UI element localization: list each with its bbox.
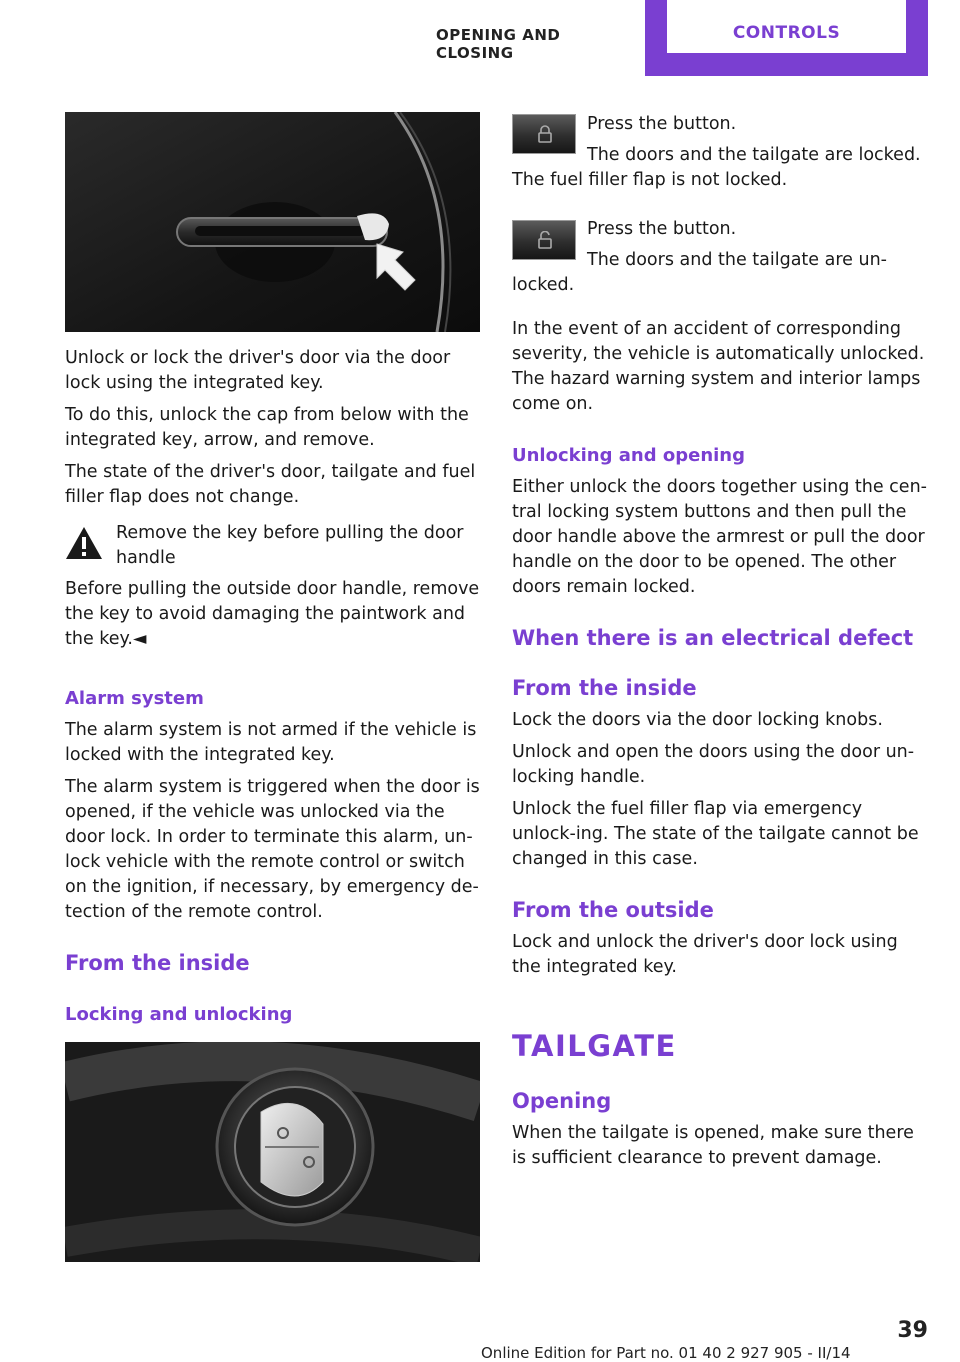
page-number: 39 [897, 1318, 928, 1343]
unlock-result-text: The doors and the tailgate are un‐ [587, 250, 887, 270]
paragraph: Either unlock the doors together using the cen‐tral locking system buttons and then pull the door handle above the armrest or pull the door handle on the door to be opened. The other doors remain locked. [512, 477, 927, 597]
chapter-tab [645, 0, 928, 76]
section-heading: Opening [512, 1089, 612, 1113]
warning-triangle-icon [65, 526, 103, 564]
edition-footer: Online Edition for Part no. 01 40 2 927 905 - II/14 [481, 1344, 851, 1362]
accident-paragraph: In the event of an accident of corresponding severity, the vehicle is automatically unlocked. The hazard warning system and interior lamps come on. [512, 319, 925, 414]
unlock-result-end: locked. [512, 275, 575, 295]
lock-icon [537, 125, 553, 143]
unlock-button-image [512, 220, 576, 260]
door-lock-knob-photo [65, 1042, 480, 1262]
section-heading: Locking and unlocking [65, 1004, 293, 1025]
running-header-section: OPENING AND CLOSING [436, 26, 561, 62]
paragraph: Unlock and open the doors using the door un‐locking handle. [512, 742, 915, 787]
paragraph: The alarm system is not armed if the vehicle is locked with the integrated key. [65, 720, 477, 765]
lock-button-image [512, 114, 576, 154]
section-heading: Alarm system [65, 688, 204, 709]
paragraph: Unlock or lock the driver's door via the door lock using the integrated key. [65, 348, 451, 393]
section-heading: When there is an electrical defect [512, 626, 914, 650]
warning-title: Remove the key before pulling the door handle [116, 523, 464, 568]
chapter-tab-label: CONTROLS [667, 0, 906, 53]
paragraph: Unlock the fuel filler flap via emergency unlock‐ing. The state of the tailgate cannot be changed in this case. [512, 799, 919, 869]
door-handle-photo [65, 112, 480, 332]
section-heading: Unlocking and opening [512, 445, 745, 466]
unlock-icon [537, 231, 553, 249]
paragraph: Lock the doors via the door locking knobs. [512, 710, 883, 730]
lock-result-text: The doors and the tailgate are locked. [587, 145, 921, 165]
warning-body: Before pulling the outside door handle, remove the key to avoid damaging the paintwork and the key.◄ [65, 579, 480, 649]
paragraph: To do this, unlock the cap from below with the integrated key, arrow, and remove. [65, 405, 469, 450]
paragraph: When the tailgate is opened, make sure there is sufficient clearance to prevent damage. [512, 1123, 914, 1168]
section-heading: From the inside [512, 676, 697, 700]
unlock-press-text: Press the button. [587, 219, 737, 239]
chapter-heading: TAILGATE [512, 1029, 677, 1063]
lock-press-text: Press the button. [587, 114, 737, 134]
paragraph: The state of the driver's door, tailgate and fuel filler flap does not change. [65, 462, 476, 507]
paragraph: Lock and unlock the driver's door lock using the integrated key. [512, 932, 898, 977]
paragraph: The alarm system is triggered when the door is opened, if the vehicle was unlocked via the door lock. In order to terminate this alarm, un‐lock vehicle with the remote control or switch on the ignition, if necessary, by emergency de‐tection of the remote control. [65, 777, 480, 922]
section-heading: From the outside [512, 898, 714, 922]
lock-note-text: The fuel filler flap is not locked. [512, 170, 788, 190]
section-heading: From the inside [65, 951, 250, 975]
